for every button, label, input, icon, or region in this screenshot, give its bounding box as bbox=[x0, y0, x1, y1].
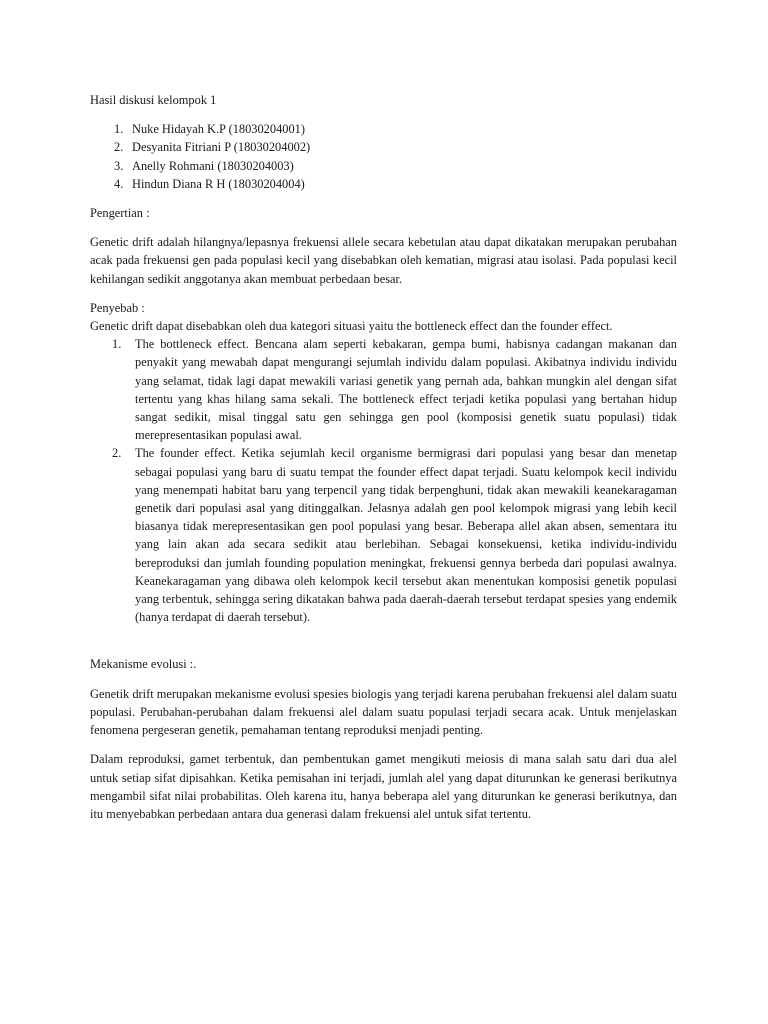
member-name: Hindun Diana R H (18030204004) bbox=[132, 176, 305, 191]
member-name: Desyanita Fitriani P (18030204002) bbox=[132, 140, 311, 155]
cause-text: The founder effect. Ketika sejumlah kecil organisme bermigrasi dari populasi yang besar dan menetap sebagai populasi yang baru di suatu tempat the founder effect dapat terjadi. Suatu kelompok kecil individu yang menempati habitat baru yang terpencil yang tidak berpenghuni, tidak akan mewakili keanekaragaman genetik dari populasi asal yang ditinggalkan. Jelasnya adalah gen pool kelompok migrasi yang lebih kecil biasanya tidak merepresentasikan gen pool populasi yang besar. Beberapa allel akan absen, sementara itu yang lain akan ada secara sedikit atau berlebihan. Sebagai konsekuensi, ketika individu-individu bereproduksi dan jumlah founding population meningkat, frekuensi gennya berbeda dari populasi awalnya. Keanekaragaman yang dibawa oleh kelompok kecil tersebut akan menentukan komposisi genetik populasi yang terbentuk, sehingga sering dikatakan bahwa pada daerah-daerah tersebut terdapat spesies yang endemik (hanya terdapat di daerah tersebut). bbox=[135, 446, 677, 625]
list-number: 1. bbox=[114, 122, 124, 137]
list-item bbox=[90, 444, 677, 626]
document-page bbox=[90, 91, 677, 823]
paragraph-mekanisme-2: Dalam reproduksi, gamet terbentuk, dan pembentukan gamet mengikuti meiosis di mana salah satu dari dua alel untuk setiap sifat dipisahkan. Ketika pemisahan ini terjadi, jumlah alel yang dapat diturunkan ke generasi berikutnya mengambil sifat nilai probabilitas. Oleh karena itu, hanya beberapa alel yang diturunkan ke generasi berikutnya, dan itu menyebabkan perbedaan antara dua generasi dalam frekuensi alel untuk sifat tertentu. bbox=[90, 752, 677, 821]
paragraph-mekanisme-1: Genetik drift merupakan mekanisme evolusi spesies biologis yang terjadi karena perubahan frekuensi alel dalam suatu populasi. Perubahan-perubahan dalam frekuensi alel dalam suatu populasi terjadi secara acak. Untuk menjelaskan fenomena pergeseran genetik, pemahaman tentang reproduksi menjadi penting. bbox=[90, 686, 677, 738]
list-number: 4. bbox=[114, 176, 124, 191]
list-number: 3. bbox=[114, 158, 124, 173]
member-name: Anelly Rohmani (18030204003) bbox=[132, 158, 294, 173]
list-number: 2. bbox=[114, 140, 124, 155]
list-item bbox=[90, 175, 677, 193]
cause-list bbox=[90, 335, 677, 626]
paragraph-penyebab-intro: Genetic drift dapat disebabkan oleh dua kategori situasi yaitu the bottleneck effect dan the founder effect. bbox=[90, 319, 613, 334]
member-name: Nuke Hidayah K.P (18030204001) bbox=[132, 122, 305, 137]
list-number: 1. bbox=[112, 337, 122, 352]
paragraph-pengertian: Genetic drift adalah hilangnya/lepasnya frekuensi allele secara kebetulan atau dapat dikatakan merupakan perubahan acak pada frekuensi gen pada populasi kecil yang disebabkan oleh kematian, migrasi atau isolasi. Pada populasi kecil kehilangan sedikit anggotanya akan membuat perbedaan besar. bbox=[90, 235, 677, 286]
section-heading-pengertian: Pengertian : bbox=[90, 206, 150, 221]
list-item bbox=[90, 335, 677, 444]
list-item bbox=[90, 138, 677, 156]
list-item bbox=[90, 120, 677, 138]
cause-text: The bottleneck effect. Bencana alam seperti kebakaran, gempa bumi, habisnya cadangan makanan dan penyakit yang mewabah dapat mengurangi sejumlah individu dalam populasi. Akibatnya individu individu yang selamat, tidak lagi dapat mewakili variasi genetik yang pernah ada, bahkan mungkin alel dengan sifat tertentu yang khas hilang sama sekali. The bottleneck effect terjadi ketika populasi yang bertahan hidup sangat sedikit, misal tinggal satu gen sehingga gen pool (komposisi genetik suatu populasi) tidak merepresentasikan populasi awal. bbox=[135, 337, 677, 443]
member-list bbox=[90, 120, 677, 193]
list-item bbox=[90, 157, 677, 175]
section-heading-mekanisme: Mekanisme evolusi :. bbox=[90, 657, 197, 672]
section-heading-penyebab: Penyebab : bbox=[90, 300, 145, 315]
document-title: Hasil diskusi kelompok 1 bbox=[90, 93, 217, 107]
list-number: 2. bbox=[112, 446, 122, 461]
